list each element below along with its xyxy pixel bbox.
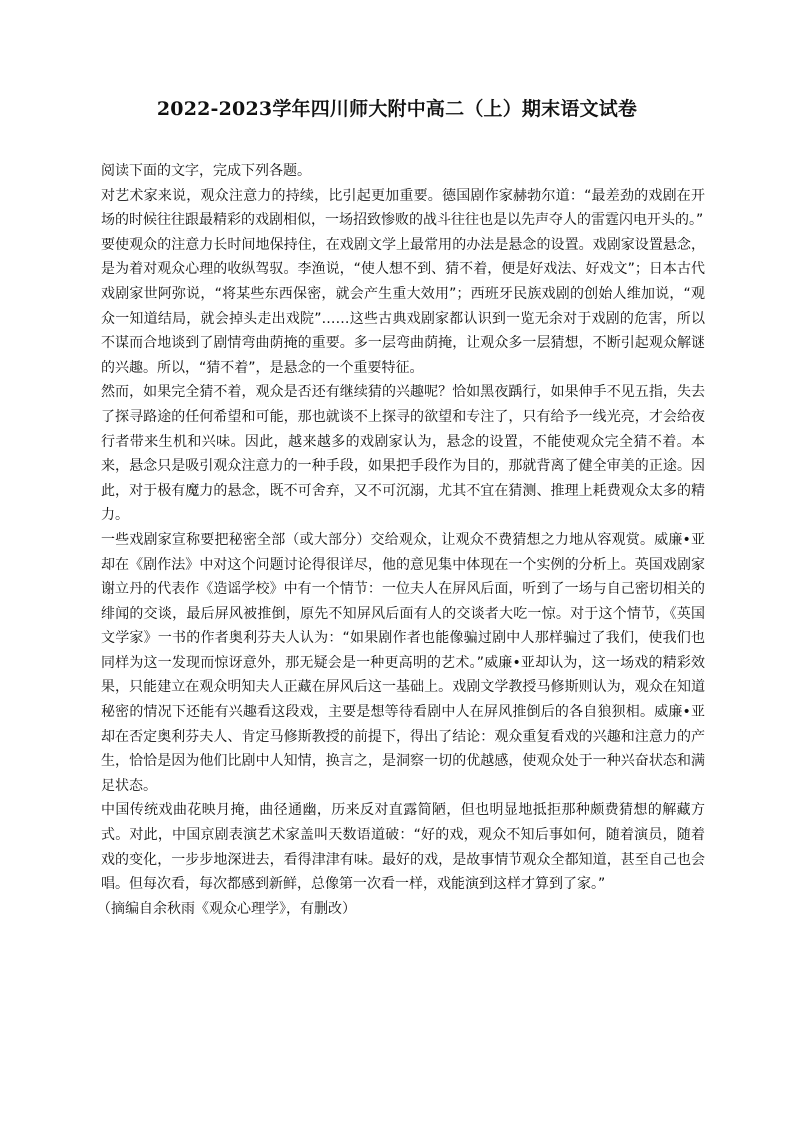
document-title: 2022-2023学年四川师大附中高二（上）期末语文试卷: [156, 98, 638, 120]
source-note: （摘编自余秋雨《观众心理学》，有删改）: [97, 900, 356, 917]
instruction-paragraph: 阅读下面的文字，完成下列各题。: [101, 163, 311, 179]
passage-paragraph: 中国传统戏曲花映月掩，曲径通幽，历来反对直露简陋，但也明显地抵拒那种颇费猜想的解藏方式。对此，中国京剧表演艺术家盖叫天数语道破：“好的戏，观众不知后事如何，随着演员，随着戏的变化，一步步地深进去，看得津津有味。最好的戏，是故事情节观众全都知道，甚至自己也会唱。但每次看，每次都感到新鲜，总像第一次看一样，戏能演到这样才算到了家。”: [101, 802, 705, 893]
reading-passage: [97, 159, 705, 921]
passage-paragraph: 然而，如果完全猜不着，观众是否还有继续猜的兴趣呢？恰如黑夜踽行，如果伸手不见五指，失去了探寻路途的任何希望和可能，那也就谈不上探寻的欲望和专注了，只有给予一线光亮，才会给夜行者带来生机和兴味。因此，越来越多的戏剧家认为，悬念的设置，不能使观众完全猜不着。本来，悬念只是吸引观众注意力的一种手段，如果把手段作为目的，那就背离了健全审美的正途。因此，对于极有魔力的悬念，既不可舍弃，又不可沉溺，尤其不宜在猜测、推理上耗费观众太多的精力。: [101, 384, 705, 524]
passage-paragraph: 对艺术家来说，观众注意力的持续，比引起更加重要。德国剧作家赫勃尔道：“最差劲的戏剧在开场的时候往往跟最精彩的戏剧相似，一场招致惨败的战斗往往也是以先声夺人的雷霆闪电开头的。”: [101, 187, 705, 229]
passage-paragraph: 一些戏剧家宣称要把秘密全部（或大部分）交给观众，让观众不费猜想之力地从容观赏。威廉•亚却在《剧作法》中对这个问题讨论得很详尽，他的意见集中体现在一个实例的分析上。英国戏剧家谢立丹的代表作《造谣学校》中有一个情节：一位夫人在屏风后面，听到了一场与自己密切相关的绯闻的交谈，最后屏风被推倒，原先不知屏风后面有人的交谈者大吃一惊。对于这个情节，《英国文学家》一书的作者奥利芬夫人认为：“如果剧作者也能像骗过剧中人那样骗过了我们，使我们也同样为这一发现而惊讶意外，那无疑会是一种更高明的艺术。”威廉•亚却认为，这一场戏的精彩效果，只能建立在观众明知夫人正藏在屏风后这一基础上。戏剧文学教授马修斯则认为，观众在知道秘密的情况下还能有兴趣看这段戏，主要是想等待看剧中人在屏风推倒后的各自狼狈相。威廉•亚却在否定奥利芬夫人、肯定马修斯教授的前提下，得出了结论：观众重复看戏的兴趣和注意力的产生，恰恰是因为他们比剧中人知情，换言之，是洞察一切的优越感，使观众处于一种兴奋状态和满足状态。: [101, 531, 705, 794]
passage-paragraph: 要使观众的注意力长时间地保持住，在戏剧文学上最常用的办法是悬念的设置。戏剧家设置悬念，是为着对观众心理的收纵驾驭。李渔说，“使人想不到、猜不着，便是好戏法、好戏文”；日本古代戏剧家世阿弥说，“将某些东西保密，就会产生重大效用”；西班牙民族戏剧的创始人维加说，“观众一知道结局，就会掉头走出戏院”……这些古典戏剧家都认识到一览无余对于戏剧的危害，所以不谋而合地谈到了剧情弯曲荫掩的重要。多一层弯曲荫掩，让观众多一层猜想，不断引起观众解谜的兴趣。所以，“猜不着”，是悬念的一个重要特征。: [101, 236, 705, 376]
